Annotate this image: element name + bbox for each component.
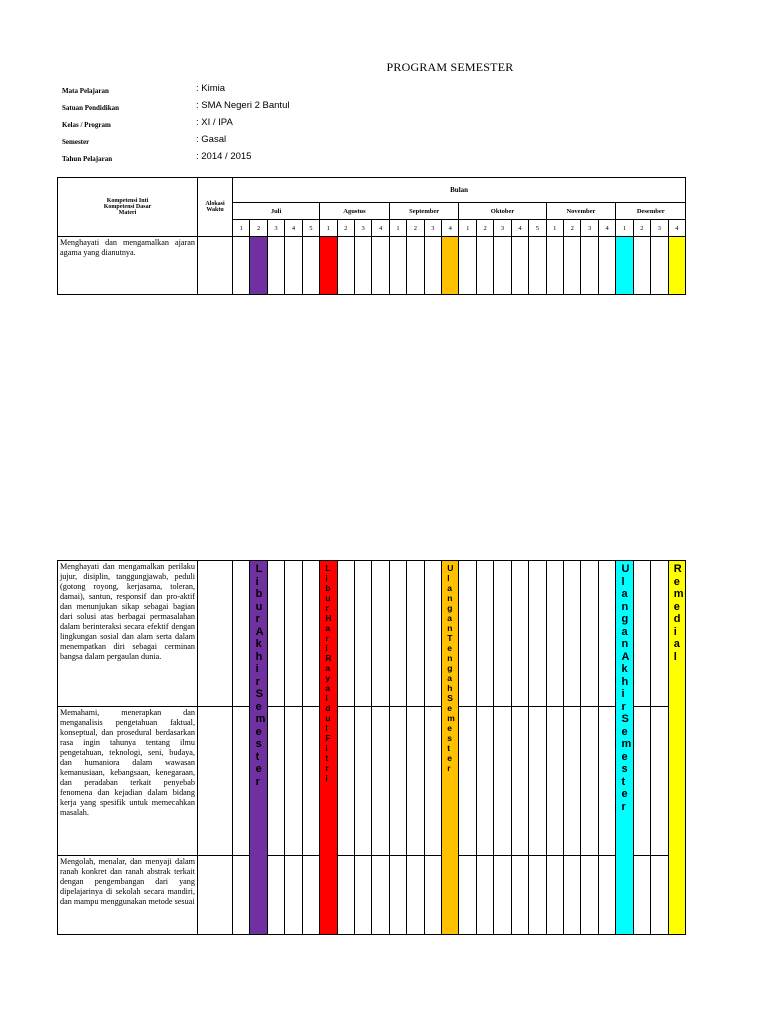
calendar-bar xyxy=(250,237,267,295)
calendar-bar xyxy=(616,237,633,295)
alokasi-waktu-cell xyxy=(198,561,233,707)
header-alokasi-line: Alokasi xyxy=(205,201,225,207)
week-cell-empty xyxy=(354,856,371,935)
week-number: 4 xyxy=(598,220,615,237)
week-number: 2 xyxy=(250,220,267,237)
week-cell-empty xyxy=(598,237,615,295)
calendar-bar xyxy=(668,561,688,935)
header-kompetensi xyxy=(58,178,198,237)
calendar-bar-label: Libur Hari Raya Idul Fitri xyxy=(325,563,336,783)
week-number: 3 xyxy=(494,220,511,237)
week-cell-empty xyxy=(302,856,319,935)
week-cell-empty xyxy=(302,237,319,295)
header-alokasi xyxy=(198,178,233,237)
calendar-bar-label: Remedial xyxy=(673,563,688,663)
week-number: 3 xyxy=(581,220,598,237)
week-cell-empty xyxy=(267,561,284,707)
week-cell-empty xyxy=(285,707,302,856)
week-number: 2 xyxy=(407,220,424,237)
week-cell-empty xyxy=(633,707,650,856)
meta-label: Satuan Pendidikan xyxy=(62,104,119,112)
calendar-bar xyxy=(320,561,337,935)
week-cell-empty xyxy=(285,561,302,707)
competency-row xyxy=(58,707,686,856)
week-cell-empty xyxy=(529,707,546,856)
week-cell-empty xyxy=(389,561,406,707)
competency-text: Menghayati dan mengamalkan perilaku jujur, disiplin, tanggungjawab, peduli (gotong royong, kerjasama, toleran, damai), santun, responsif dan pro-aktif dan menunjukan sikap sebagai bagian dari solusi atas berbagai permasalahan dalam berinteraksi secara efektif dengan lingkungan sosial dan alam serta dalam menempatkan diri sebagai cerminan bangsa dalam pergaulan dunia. xyxy=(58,561,198,707)
week-cell-empty xyxy=(529,856,546,935)
week-cell-empty xyxy=(564,707,581,856)
week-cell-empty xyxy=(598,856,615,935)
alokasi-waktu-cell xyxy=(198,856,233,935)
header-row-bulan xyxy=(58,178,686,203)
week-number: 2 xyxy=(337,220,354,237)
week-cell-empty xyxy=(233,561,250,707)
calendar-bar-label: Ulangan Tengah Semester xyxy=(447,563,459,773)
week-cell-empty xyxy=(372,856,389,935)
month-header: Agustus xyxy=(320,203,390,220)
header-alokasi-line: Waktu xyxy=(206,207,224,213)
week-cell-empty xyxy=(407,707,424,856)
week-cell-empty xyxy=(546,561,563,707)
competency-text: Memahami, menerapkan dan menganalisis pengetahuan faktual, konseptual, dan prosedural berdasarkan rasa ingin tahunya tentang ilmu pengetahuan, teknologi, seni, budaya, dan humaniora dalam wawasan kemanusiaan, kebangsaan, kenegaraan, dan peradaban terkait penyebab fenomena dan kejadian dalam bidang kerja yang spesifik untuk memecahkan masalah. xyxy=(58,707,198,856)
week-cell-empty xyxy=(529,237,546,295)
week-cell-empty xyxy=(337,707,354,856)
week-number: 3 xyxy=(354,220,371,237)
calendar-bar xyxy=(668,237,686,295)
week-number: 1 xyxy=(459,220,476,237)
week-cell-empty xyxy=(389,237,406,295)
week-cell-empty xyxy=(267,237,284,295)
week-cell-empty xyxy=(511,237,528,295)
schedule-table-top xyxy=(57,177,686,295)
competency-row xyxy=(58,561,686,707)
week-cell-empty xyxy=(476,856,493,935)
meta-value: : SMA Negeri 2 Bantul xyxy=(196,100,290,111)
header-kompetensi-line: Materi xyxy=(118,210,137,216)
week-number: 4 xyxy=(285,220,302,237)
week-cell-empty xyxy=(651,707,668,856)
week-cell-empty xyxy=(546,707,563,856)
competency-row xyxy=(58,237,686,295)
week-cell-empty xyxy=(494,237,511,295)
week-number: 3 xyxy=(651,220,668,237)
week-cell-empty xyxy=(354,707,371,856)
week-cell-empty xyxy=(598,561,615,707)
week-cell-empty xyxy=(389,856,406,935)
meta-value: : XI / IPA xyxy=(196,117,233,128)
week-cell-empty xyxy=(267,707,284,856)
week-cell-empty xyxy=(581,561,598,707)
calendar-bar xyxy=(250,561,270,935)
page-title: PROGRAM SEMESTER xyxy=(386,60,514,74)
week-cell-empty xyxy=(233,707,250,856)
week-cell-empty xyxy=(546,237,563,295)
week-cell-empty xyxy=(302,707,319,856)
week-cell-empty xyxy=(337,237,354,295)
week-number: 1 xyxy=(389,220,406,237)
week-number: 2 xyxy=(633,220,650,237)
month-header: Desember xyxy=(616,203,686,220)
week-cell-empty xyxy=(581,237,598,295)
week-number: 1 xyxy=(233,220,250,237)
calendar-bar xyxy=(442,237,459,295)
week-cell-empty xyxy=(476,707,493,856)
week-cell-empty xyxy=(476,561,493,707)
week-cell-empty xyxy=(354,561,371,707)
calendar-bar-label: Ulangan Akhir Semester xyxy=(621,563,636,813)
week-cell-empty xyxy=(424,856,441,935)
week-cell-empty xyxy=(459,856,476,935)
week-cell-empty xyxy=(459,237,476,295)
week-cell-empty xyxy=(337,856,354,935)
week-cell-empty xyxy=(564,237,581,295)
week-cell-empty xyxy=(407,561,424,707)
month-header: Oktober xyxy=(459,203,546,220)
week-cell-empty xyxy=(424,707,441,856)
week-cell-empty xyxy=(494,707,511,856)
meta-value: : Gasal xyxy=(196,134,227,145)
week-cell-empty xyxy=(651,561,668,707)
week-cell-empty xyxy=(633,561,650,707)
week-number: 4 xyxy=(442,220,459,237)
calendar-bar xyxy=(320,237,337,295)
week-number: 1 xyxy=(320,220,337,237)
week-cell-empty xyxy=(233,237,250,295)
week-cell-empty xyxy=(511,561,528,707)
week-number: 1 xyxy=(546,220,563,237)
week-cell-empty xyxy=(285,856,302,935)
calendar-bar xyxy=(442,561,459,935)
calendar-bar xyxy=(616,561,636,935)
month-header: September xyxy=(389,203,459,220)
meta-label: Kelas / Program xyxy=(62,121,111,129)
week-cell-empty xyxy=(424,237,441,295)
week-cell-empty xyxy=(651,856,668,935)
week-cell-empty xyxy=(372,707,389,856)
week-cell-empty xyxy=(302,561,319,707)
week-cell-empty xyxy=(633,856,650,935)
week-number: 2 xyxy=(564,220,581,237)
week-cell-empty xyxy=(285,237,302,295)
week-cell-empty xyxy=(564,856,581,935)
week-cell-empty xyxy=(389,707,406,856)
week-cell-empty xyxy=(633,237,650,295)
week-cell-empty xyxy=(564,561,581,707)
meta-label: Tahun Pelajaran xyxy=(62,155,113,163)
week-number: 2 xyxy=(476,220,493,237)
week-cell-empty xyxy=(407,856,424,935)
week-cell-empty xyxy=(511,707,528,856)
week-cell-empty xyxy=(233,856,250,935)
week-cell-empty xyxy=(459,707,476,856)
header-kompetensi-line: Kompetensi Dasar xyxy=(103,204,152,210)
week-number: 3 xyxy=(267,220,284,237)
week-cell-empty xyxy=(372,237,389,295)
header-kompetensi-line: Kompetensi Inti xyxy=(106,198,149,204)
week-cell-empty xyxy=(546,856,563,935)
week-cell-empty xyxy=(354,237,371,295)
week-cell-empty xyxy=(267,856,284,935)
week-cell-empty xyxy=(494,561,511,707)
week-number: 4 xyxy=(511,220,528,237)
week-cell-empty xyxy=(459,561,476,707)
week-number: 4 xyxy=(668,220,686,237)
header-bulan: Bulan xyxy=(233,178,686,203)
competency-text: Menghayati dan mengamalkan ajaran agama yang dianutnya. xyxy=(58,237,198,295)
week-cell-empty xyxy=(581,856,598,935)
week-cell-empty xyxy=(494,856,511,935)
calendar-bar-label: Libur Akhir Semester xyxy=(255,563,270,788)
meta-label: Mata Pelajaran xyxy=(62,87,109,95)
alokasi-waktu-cell xyxy=(198,707,233,856)
week-cell-empty xyxy=(476,237,493,295)
week-cell-empty xyxy=(529,561,546,707)
competency-row xyxy=(58,856,686,935)
meta-value: : 2014 / 2015 xyxy=(196,151,252,162)
week-cell-empty xyxy=(424,561,441,707)
schedule-table-bottom xyxy=(57,560,686,935)
month-header: Juli xyxy=(233,203,320,220)
week-cell-empty xyxy=(581,707,598,856)
alokasi-waktu-cell xyxy=(198,237,233,295)
meta-label: Semester xyxy=(62,138,90,146)
week-cell-empty xyxy=(511,856,528,935)
week-number: 3 xyxy=(424,220,441,237)
week-number: 5 xyxy=(302,220,319,237)
week-cell-empty xyxy=(372,561,389,707)
competency-text: Mengolah, menalar, dan menyaji dalam ranah konkret dan ranah abstrak terkait dengan pengembangan dari yang dipelajarinya di sekolah secara mandiri, dan mampu menggunakan metode sesuai xyxy=(58,856,198,935)
week-cell-empty xyxy=(337,561,354,707)
week-number: 4 xyxy=(372,220,389,237)
meta-value: : Kimia xyxy=(196,83,226,94)
week-cell-empty xyxy=(598,707,615,856)
week-number: 5 xyxy=(529,220,546,237)
month-header: November xyxy=(546,203,616,220)
week-cell-empty xyxy=(651,237,668,295)
week-number: 1 xyxy=(616,220,633,237)
week-cell-empty xyxy=(407,237,424,295)
